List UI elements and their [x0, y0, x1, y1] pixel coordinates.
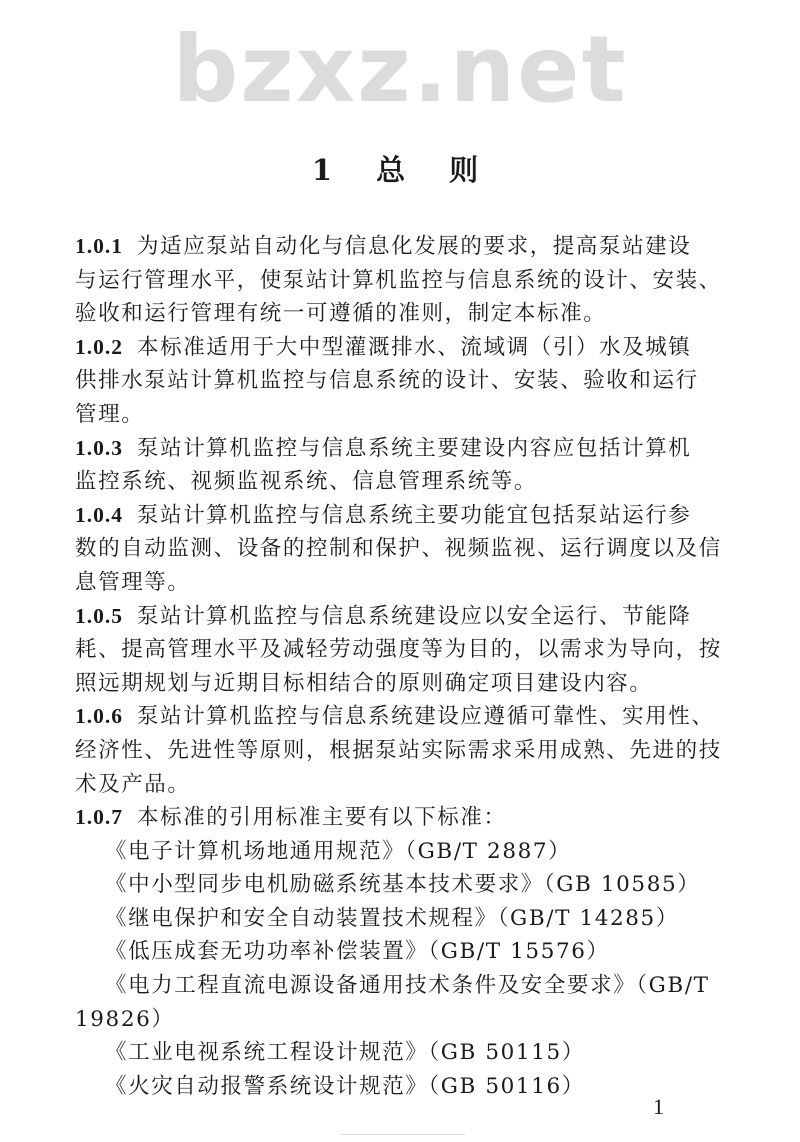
clause-line-first: [75, 230, 735, 264]
page-number: 1: [653, 1094, 664, 1119]
reference-item: 《低压成套无功功率补偿装置》（GB/T 15576）: [105, 939, 610, 965]
reference-item: 《中小型同步电机励磁系统基本技术要求》（GB 10585）: [105, 872, 701, 898]
clause-line: [75, 566, 735, 600]
clause-text: 经济性、先进性等原则，根据泵站实际需求采用成熟、先进的技: [75, 737, 722, 763]
clause-text: 泵站计算机监控与信息系统建设应遵循可靠性、实用性、: [137, 704, 715, 730]
clause-line: [75, 734, 735, 768]
clause-text: 为适应泵站自动化与信息化发展的要求，提高泵站建设: [137, 234, 692, 259]
clause-text: 验收和运行管理有统一可遵循的准则，制定本标准。: [75, 301, 607, 327]
clause-text: 与运行管理水平，使泵站计算机监控与信息系统的设计、安装、: [75, 267, 722, 293]
clause-line-first: [75, 331, 735, 365]
clause-line-first: [75, 499, 735, 533]
clause-line: [75, 364, 735, 398]
reference-item: 《火灾自动报警系统设计规范》（GB 50116）: [105, 1073, 585, 1099]
reference-item: 《电力工程直流电源设备通用技术条件及安全要求》（GB/T: [105, 973, 710, 999]
clause-line: [75, 398, 735, 432]
reference-item: 《电子计算机场地通用规范》（GB/T 2887）: [105, 838, 572, 864]
clause-text: 监控系统、视频监视系统、信息管理系统等。: [75, 469, 538, 495]
chapter-title: 1 总 则: [311, 153, 489, 187]
clause-number: 1.0.3: [75, 435, 123, 460]
clause-line-first: [75, 700, 735, 734]
clause-line: [75, 633, 735, 667]
clause-text: 泵站计算机监控与信息系统主要建设内容应包括计算机: [137, 435, 692, 461]
clause-text: 泵站计算机监控与信息系统建设应以安全运行、节能降: [137, 603, 692, 629]
clause-text: 本标准的引用标准主要有以下标准：: [137, 805, 507, 831]
document-body: [75, 230, 735, 1103]
clause-line: [75, 768, 735, 802]
clause-line-first: [75, 432, 735, 466]
clause-line-first: [75, 801, 735, 835]
clause-line: [75, 264, 735, 298]
clause-number: 1.0.4: [75, 502, 123, 527]
clause-number: 1.0.2: [75, 334, 123, 359]
clause-line: [75, 465, 735, 499]
clause-line: [75, 297, 735, 331]
reference-item: 《继电保护和安全自动装置技术规程》（GB/T 14285）: [105, 905, 679, 931]
reference-item: 《工业电视系统工程设计规范》（GB 50115）: [105, 1040, 585, 1066]
clause-text: 泵站计算机监控与信息系统主要功能宜包括泵站运行参: [137, 502, 692, 528]
clause-text: 息管理等。: [75, 569, 191, 595]
clause-line: [75, 532, 735, 566]
clause-text: 耗、提高管理水平及减轻劳动强度等为目的，以需求为导向，按: [75, 637, 722, 663]
clause-text: 本标准适用于大中型灌溉排水、流域调（引）水及城镇: [137, 334, 692, 360]
clause-number: 1.0.6: [75, 704, 123, 729]
clause-line-first: [75, 600, 735, 634]
clause-line: [75, 667, 735, 701]
footer-mark: [340, 1134, 465, 1139]
watermark: bzxz.net: [172, 16, 628, 123]
clause-text: 数的自动监测、设备的控制和保护、视频监视、运行调度以及信: [75, 536, 722, 562]
clause-text: 管理。: [75, 401, 145, 427]
clause-number: 1.0.5: [75, 603, 123, 628]
clause-number: 1.0.7: [75, 805, 123, 830]
clause-text: 术及产品。: [75, 771, 191, 797]
reference-item: 19826）: [75, 1006, 175, 1032]
clause-text: 照远期规划与近期目标相结合的原则确定项目建设内容。: [75, 670, 653, 696]
clause-text: 供排水泵站计算机监控与信息系统的设计、安装、验收和运行: [75, 368, 699, 394]
clause-number: 1.0.1: [75, 234, 123, 258]
